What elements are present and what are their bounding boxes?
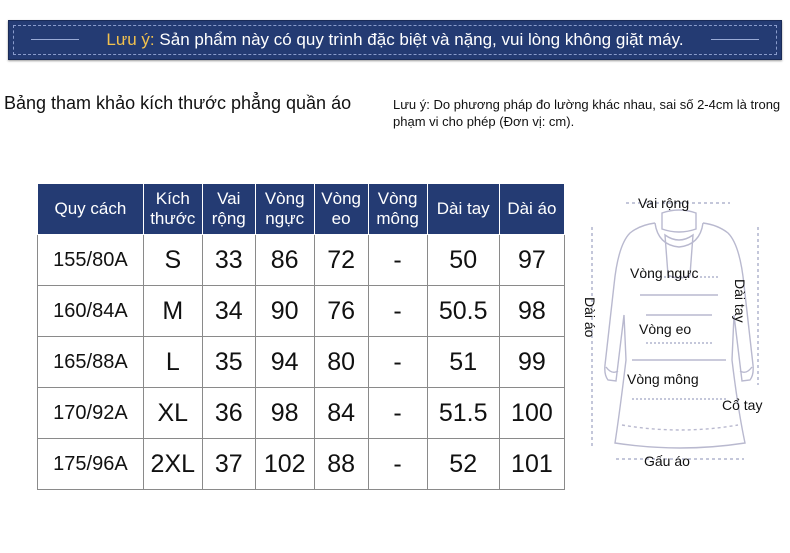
spec-cell: 175/96A: [38, 439, 144, 490]
table-cell: -: [368, 337, 427, 388]
table-cell: -: [368, 286, 427, 337]
column-header: [314, 184, 368, 235]
table-cell: 102: [255, 439, 314, 490]
banner-message: Sản phẩm này có quy trình đặc biệt và nặng, vui lòng không giặt máy.: [154, 30, 684, 49]
notice-banner: [8, 20, 782, 60]
table-cell: 98: [255, 388, 314, 439]
table-cell: S: [143, 235, 202, 286]
tolerance-note: Lưu ý: Do phương pháp đo lường khác nhau, sai số 2-4cm là trong phạm vi cho phép (Đơn vị: cm).: [393, 97, 781, 129]
table-cell: 50: [427, 235, 499, 286]
table-cell: 33: [202, 235, 255, 286]
table-cell: 51.5: [427, 388, 499, 439]
column-header: [38, 184, 144, 235]
table-cell: -: [368, 388, 427, 439]
table-cell: -: [368, 235, 427, 286]
table-cell: 88: [314, 439, 368, 490]
label-hip: Vòng mông: [627, 371, 699, 387]
column-header: [202, 184, 255, 235]
column-header-line: Vòng: [377, 189, 418, 208]
table-cell: 99: [499, 337, 564, 388]
column-header-line: Vòng: [321, 189, 361, 208]
spec-cell: 170/92A: [38, 388, 144, 439]
table-cell: 2XL: [143, 439, 202, 490]
column-header-line: Dài tay: [436, 199, 490, 218]
column-header-line: eo: [331, 209, 351, 228]
column-header-line: thước: [150, 209, 196, 228]
table-cell: 52: [427, 439, 499, 490]
table-cell: 37: [202, 439, 255, 490]
table-cell: L: [143, 337, 202, 388]
table-cell: 84: [314, 388, 368, 439]
column-header: [368, 184, 427, 235]
column-header: [499, 184, 564, 235]
column-header-line: Dài áo: [507, 199, 557, 218]
column-header-line: Kích: [155, 189, 190, 208]
table-cell: 98: [499, 286, 564, 337]
column-header-line: rộng: [211, 209, 246, 228]
table-row: [38, 235, 565, 286]
table-cell: 36: [202, 388, 255, 439]
table-cell: 51: [427, 337, 499, 388]
table-cell: M: [143, 286, 202, 337]
table-row: [38, 286, 565, 337]
column-header: [255, 184, 314, 235]
column-header: [143, 184, 202, 235]
label-sleeve: Dài tay: [732, 279, 748, 323]
banner-note-label: Lưu ý:: [106, 30, 155, 49]
label-shoulder: Vai rộng: [638, 195, 690, 211]
label-chest: Vòng ngực: [630, 265, 699, 281]
page-title: Bảng tham khảo kích thước phẳng quần áo: [4, 93, 352, 113]
table-row: [38, 388, 565, 439]
label-length: Dài áo: [582, 297, 598, 338]
label-cuff: Cổ tay: [722, 397, 763, 413]
column-header-line: ngực: [265, 209, 305, 228]
label-hem: Gấu áo: [644, 453, 690, 469]
banner-text: [9, 21, 781, 59]
column-header-line: Vai: [217, 189, 241, 208]
table-cell: 80: [314, 337, 368, 388]
spec-cell: 165/88A: [38, 337, 144, 388]
table-cell: 34: [202, 286, 255, 337]
table-cell: 76: [314, 286, 368, 337]
table-cell: -: [368, 439, 427, 490]
table-header-row: [38, 184, 565, 235]
table-cell: XL: [143, 388, 202, 439]
garment-diagram: [580, 185, 785, 485]
table-cell: 94: [255, 337, 314, 388]
column-header-line: Quy cách: [54, 199, 127, 218]
table-cell: 97: [499, 235, 564, 286]
column-header-line: Vòng: [264, 189, 305, 208]
table-cell: 72: [314, 235, 368, 286]
spec-cell: 160/84A: [38, 286, 144, 337]
size-table: [37, 183, 565, 490]
table-cell: 35: [202, 337, 255, 388]
table-cell: 90: [255, 286, 314, 337]
table-cell: 101: [499, 439, 564, 490]
table-row: [38, 439, 565, 490]
table-row: [38, 337, 565, 388]
column-header: [427, 184, 499, 235]
column-header-line: mông: [376, 209, 419, 228]
table-cell: 50.5: [427, 286, 499, 337]
label-waist: Vòng eo: [639, 321, 692, 337]
spec-cell: 155/80A: [38, 235, 144, 286]
table-cell: 86: [255, 235, 314, 286]
table-cell: 100: [499, 388, 564, 439]
